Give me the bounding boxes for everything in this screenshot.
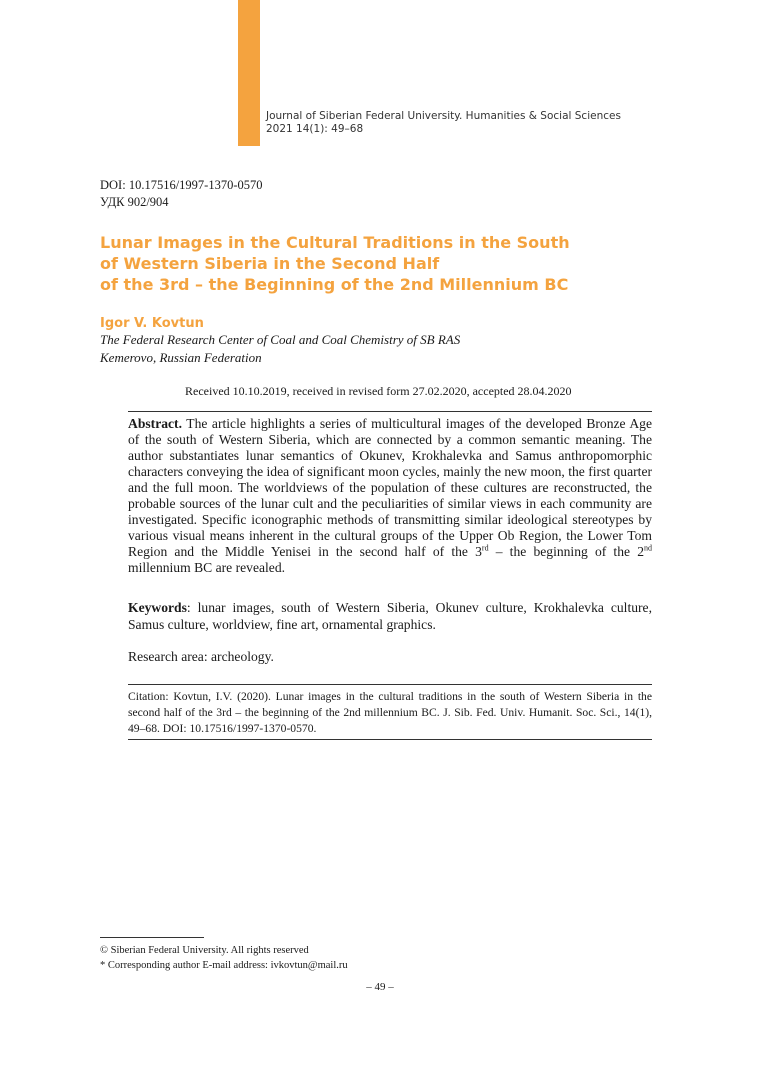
title-line: of Western Siberia in the Second Half (100, 254, 440, 273)
abstract (128, 416, 652, 576)
footnote-rule (100, 937, 204, 938)
journal-accent-bar (238, 0, 260, 146)
author-affiliation: The Federal Research Center of Coal and Coal Chemistry of SB RAS (100, 332, 461, 347)
superscript: nd (644, 543, 652, 553)
abstract-label: Abstract. (128, 416, 182, 431)
doi: DOI: 10.17516/1997-1370-0570 (100, 178, 263, 192)
udk: УДК 902/904 (100, 195, 169, 209)
title-line: of the 3rd – the Beginning of the 2nd Millennium BC (100, 275, 569, 294)
title-line: Lunar Images in the Cultural Traditions in the South (100, 233, 570, 252)
copyright-note: © Siberian Federal University. All rights reserved (100, 945, 309, 956)
author-name: Igor V. Kovtun (100, 316, 204, 331)
corresponding-author-note: * Corresponding author E-mail address: ivkovtun@mail.ru (100, 960, 348, 971)
author-affiliation-block (100, 331, 460, 367)
author-location: Kemerovo, Russian Federation (100, 350, 262, 365)
submission-dates: Received 10.10.2019, received in revised form 27.02.2020, accepted 28.04.2020 (185, 384, 572, 398)
citation-top-rule (128, 684, 652, 685)
journal-name: Journal of Siberian Federal University. Humanities & Social Sciences (266, 110, 621, 122)
article-title (100, 232, 600, 295)
research-area: Research area: archeology. (128, 649, 274, 664)
superscript: rd (481, 543, 489, 553)
keywords (128, 599, 652, 633)
journal-header (266, 110, 621, 136)
abstract-text: – the beginning of the 2 (488, 544, 644, 559)
abstract-text: The article highlights a series of multicultural images of the developed Bronze Age of the south of Western Siberia, which are connected by a common semantic meaning. The author substantiates lunar semantics of Okunev, Krokhalevka and Samus anthropomorphic characters conveying the idea of significant moon cycles, mainly the new moon, the first quarter and the full moon. The worldviews of the population of these cultures are reconstructed, the probable sources of the lunar cult and the peculiarities of similar views in each community are investigated. Specific iconographic methods of transmitting similar ideological stereotypes by various visual means inherent in the cultural groups of the Upper Ob Region, the Lower Tom Region and the Middle Yenisei in the second half of the 3 (128, 416, 652, 559)
citation-bottom-rule (128, 739, 652, 740)
journal-issue: 2021 14(1): 49–68 (266, 123, 364, 135)
page-number: – 49 – (366, 981, 394, 993)
keywords-text: : lunar images, south of Western Siberia, Okunev culture, Krokhalevka culture, Samus culture, worldview, fine art, ornamental graphics. (128, 600, 652, 632)
keywords-label: Keywords (128, 600, 187, 615)
footnotes (100, 943, 348, 973)
article-identifiers (100, 177, 263, 211)
citation: Citation: Kovtun, I.V. (2020). Lunar images in the cultural traditions in the south of Western Siberia in the second half of the 3rd – the beginning of the 2nd millennium BC. J. Sib. Fed. Univ. Humanit. Soc. Sci., 14(1), 49–68. DOI: 10.17516/1997-1370-0570. (128, 690, 652, 735)
abstract-top-rule (128, 411, 652, 412)
abstract-text: millennium BC are revealed. (128, 560, 286, 575)
